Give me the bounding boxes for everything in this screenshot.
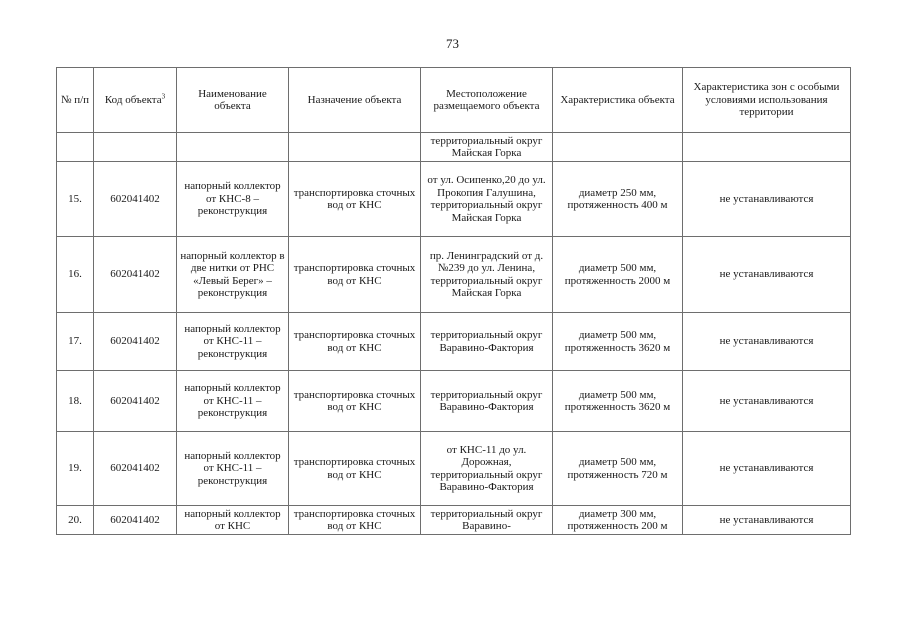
table-row bbox=[57, 313, 851, 371]
cell-characteristic: диаметр 300 мм, протяженность 200 м bbox=[553, 506, 683, 535]
cell-name: напорный коллектор в две нитки от РНС «Левый Берег» – реконструкция bbox=[177, 237, 289, 313]
cell-characteristic: диаметр 250 мм, протяженность 400 м bbox=[553, 162, 683, 237]
cell-num: 18. bbox=[57, 371, 94, 432]
header-code-label: Код объекта bbox=[104, 93, 162, 106]
cell-characteristic: диаметр 500 мм, протяженность 3620 м bbox=[553, 371, 683, 432]
cell-purpose: транспортировка сточных вод от КНС bbox=[289, 371, 421, 432]
cell-num bbox=[57, 133, 94, 162]
table-header-row bbox=[57, 68, 851, 133]
cell-code: 602041402 bbox=[94, 162, 177, 237]
header-name: Наименование объекта bbox=[177, 68, 289, 133]
cell-purpose: транспортировка сточных вод от КНС bbox=[289, 506, 421, 535]
cell-code: 602041402 bbox=[94, 371, 177, 432]
page-number: 73 bbox=[446, 36, 459, 51]
cell-name: напорный коллектор от КНС bbox=[177, 506, 289, 535]
header-code bbox=[94, 68, 177, 133]
cell-name: напорный коллектор от КНС-11 – реконструкция bbox=[177, 313, 289, 371]
cell-name: напорный коллектор от КНС-11 – реконструкция bbox=[177, 432, 289, 506]
cell-num: 16. bbox=[57, 237, 94, 313]
cell-location: пр. Ленинградский от д.№239 до ул. Ленина, территориальный округ Майская Горка bbox=[421, 237, 553, 313]
cell-purpose bbox=[289, 133, 421, 162]
cell-code: 602041402 bbox=[94, 432, 177, 506]
cell-num: 19. bbox=[57, 432, 94, 506]
table-row bbox=[57, 432, 851, 506]
cell-characteristic: диаметр 500 мм, протяженность 3620 м bbox=[553, 313, 683, 371]
cell-zones: не устанавливаются bbox=[683, 237, 851, 313]
header-num: № п/п bbox=[57, 68, 94, 133]
cell-zones bbox=[683, 133, 851, 162]
table-row-continuation bbox=[57, 133, 851, 162]
header-purpose: Назначение объекта bbox=[289, 68, 421, 133]
cell-location: от КНС-11 до ул. Дорожная, территориальный округ Варавино-Фактория bbox=[421, 432, 553, 506]
cell-num: 15. bbox=[57, 162, 94, 237]
cell-name bbox=[177, 133, 289, 162]
cell-code: 602041402 bbox=[94, 506, 177, 535]
cell-code: 602041402 bbox=[94, 237, 177, 313]
cell-name: напорный коллектор от КНС-11 – реконструкция bbox=[177, 371, 289, 432]
table-row bbox=[57, 506, 851, 535]
header-zones: Характеристика зон с особыми условиями использования территории bbox=[683, 68, 851, 133]
cell-zones: не устанавливаются bbox=[683, 162, 851, 237]
cell-zones: не устанавливаются bbox=[683, 371, 851, 432]
cell-location: от ул. Осипенко,20 до ул. Прокопия Галушина, территориальный округ Майская Горка bbox=[421, 162, 553, 237]
table-row bbox=[57, 371, 851, 432]
header-characteristic: Характеристика объекта bbox=[553, 68, 683, 133]
cell-zones: не устанавливаются bbox=[683, 313, 851, 371]
cell-location: территориальный округ Варавино-Фактория bbox=[421, 313, 553, 371]
cell-purpose: транспортировка сточных вод от КНС bbox=[289, 432, 421, 506]
cell-code bbox=[94, 133, 177, 162]
cell-name: напорный коллектор от КНС-8 – реконструкция bbox=[177, 162, 289, 237]
table-row bbox=[57, 162, 851, 237]
objects-table bbox=[56, 67, 851, 535]
cell-characteristic bbox=[553, 133, 683, 162]
cell-purpose: транспортировка сточных вод от КНС bbox=[289, 162, 421, 237]
cell-location: территориальный округ Варавино-Фактория bbox=[421, 371, 553, 432]
header-code-footnote: 3 bbox=[161, 92, 166, 101]
cell-purpose: транспортировка сточных вод от КНС bbox=[289, 237, 421, 313]
cell-zones: не устанавливаются bbox=[683, 506, 851, 535]
table-row bbox=[57, 237, 851, 313]
cell-zones: не устанавливаются bbox=[683, 432, 851, 506]
cell-num: 17. bbox=[57, 313, 94, 371]
cell-characteristic: диаметр 500 мм, протяженность 2000 м bbox=[553, 237, 683, 313]
cell-code: 602041402 bbox=[94, 313, 177, 371]
cell-purpose: транспортировка сточных вод от КНС bbox=[289, 313, 421, 371]
cell-num: 20. bbox=[57, 506, 94, 535]
cell-characteristic: диаметр 500 мм, протяженность 720 м bbox=[553, 432, 683, 506]
header-location: Местоположение размещаемого объекта bbox=[421, 68, 553, 133]
cell-location: территориальный округ Майская Горка bbox=[421, 133, 553, 162]
cell-location: территориальный округ Варавино- bbox=[421, 506, 553, 535]
